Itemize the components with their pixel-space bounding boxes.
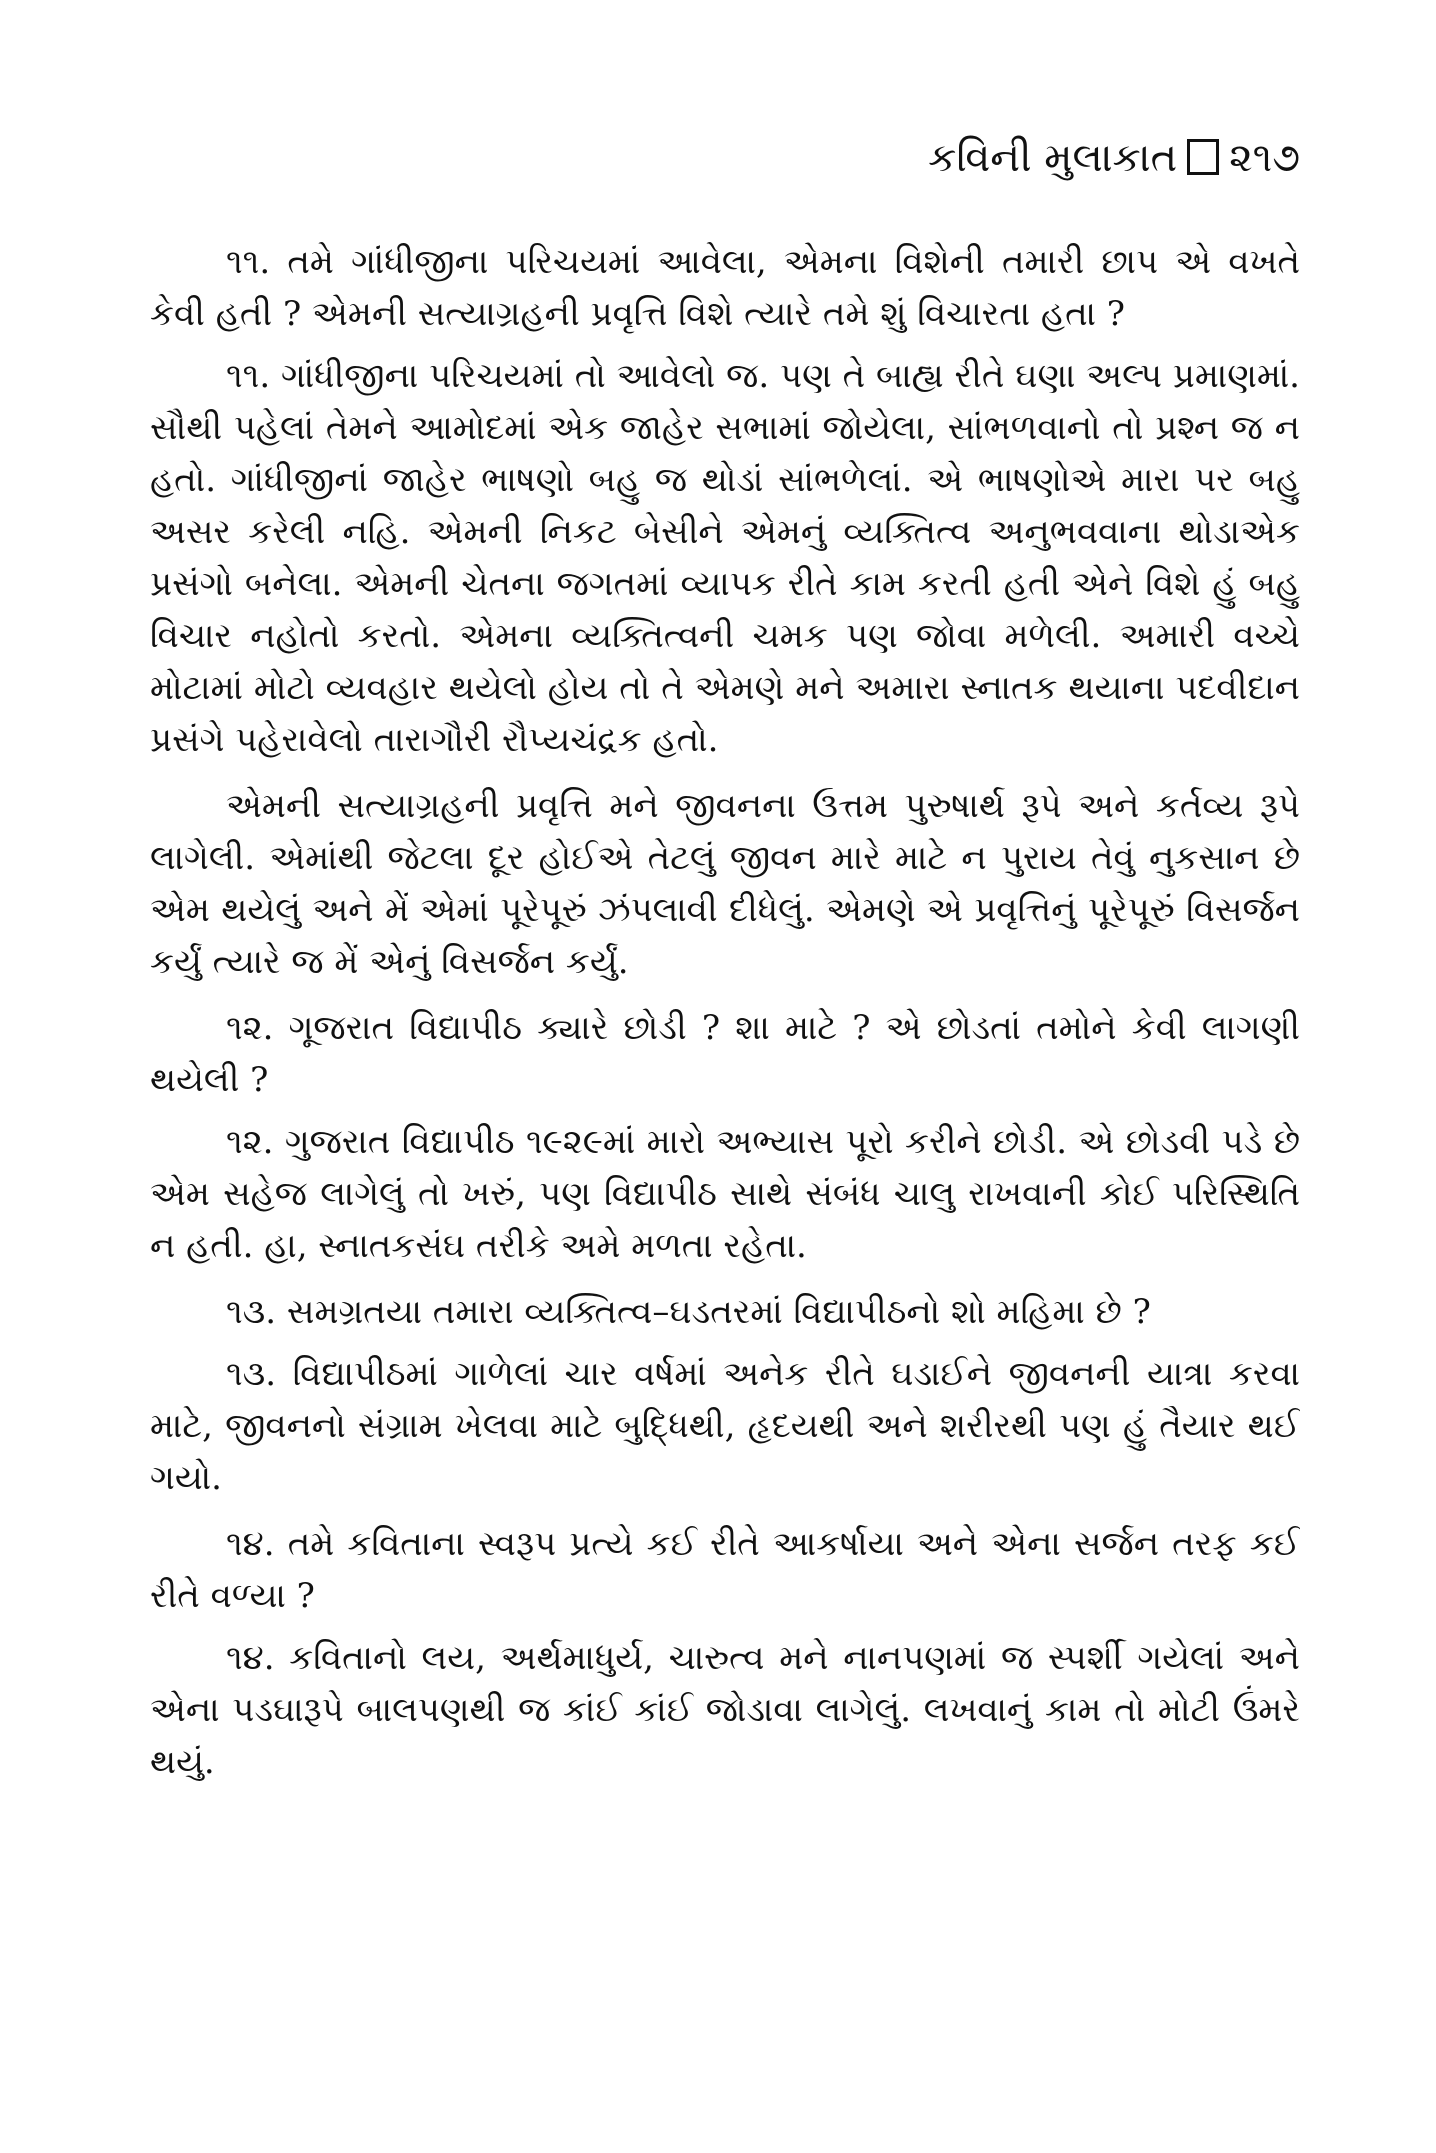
running-header — [150, 130, 1300, 186]
answer-paragraph: ૧૨. ગુજરાત વિદ્યાપીઠ ૧૯૨૯માં મારો અભ્યાસ પૂરો કરીને છોડી. એ છોડવી પડે છે એમ સહેજ લાગેલું તો ખરું, પણ વિદ્યાપીઠ સાથે સંબંધ ચાલુ રાખવાની કોઈ પરિસ્થિતિ ન હતી. હા, સ્નાતકસંઘ તરીકે અમે મળતા રહેતા. — [150, 1122, 1300, 1266]
answer-paragraph: ૧૩. વિદ્યાપીઠમાં ગાળેલાં ચાર વર્ષમાં અનેક રીતે ઘડાઈને જીવનની યાત્રા કરવા માટે, જીવનનો સંગ્રામ ખેલવા માટે બુદ્ધિથી, હૃદયથી અને શરીરથી પણ હું તૈયાર થઈ ગયો. — [150, 1354, 1300, 1498]
answer-paragraph: ૧૪. કવિતાનો લય, અર્થમાધુર્ય, ચારુત્વ મને નાનપણમાં જ સ્પર્શી ગયેલાં અને એના પડઘારૂપે બાલપણથી જ કાંઈ કાંઈ જોડાવા લાગેલું. લખવાનું કામ તો મોટી ઉંમરે થયું. — [150, 1638, 1300, 1782]
answer-paragraph: ૧૧. ગાંધીજીના પરિચયમાં તો આવેલો જ. પણ તે બાહ્ય રીતે ઘણા અલ્પ પ્રમાણમાં. સૌથી પહેલાં તેમને આમોદમાં એક જાહેર સભામાં જોયેલા, સાંભળવાનો તો પ્રશ્ન જ ન હતો. ગાંધીજીનાં જાહેર ભાષણો બહુ જ થોડાં સાંભળેલાં. એ ભાષણોએ મારા પર બહુ અસર કરેલી નહિ. એમની નિકટ બેસીને એમનું વ્યક્તિત્વ અનુભવવાના થોડાએક પ્રસંગો બનેલા. એમની ચેતના જગતમાં વ્યાપક રીતે કામ કરતી હતી એને વિશે હું બહુ વિચાર નહોતો કરતો. એમના વ્યક્તિત્વની ચમક પણ જોવા મળેલી. અમારી વચ્ચે મોટામાં મોટો વ્યવહાર થયેલો હોય તો તે એમણે મને અમારા સ્નાતક થયાના પદવીદાન પ્રસંગે પહેરાવેલો તારાગૌરી રૌપ્યચંદ્રક હતો. — [150, 356, 1300, 760]
answer-paragraph: એમની સત્યાગ્રહની પ્રવૃત્તિ મને જીવનના ઉત્તમ પુરુષાર્થ રૂપે અને કર્તવ્ય રૂપે લાગેલી. એમાંથી જેટલા દૂર હોઈએ તેટલું જીવન મારે માટે ન પુરાય તેવું નુકસાન છે એમ થયેલું અને મેં એમાં પૂરેપૂરું ઝંપલાવી દીધેલું. એમણે એ પ્રવૃત્તિનું પૂરેપૂરું વિસર્જન કર્યું ત્યારે જ મેં એનું વિસર્જન કર્યું. — [150, 786, 1300, 982]
book-page — [150, 130, 1300, 2090]
question-paragraph: ૧૩. સમગ્રતયા તમારા વ્યક્તિત્વ–ઘડતરમાં વિદ્યાપીઠનો શો મહિમા છે ? — [226, 1292, 1151, 1332]
question-paragraph: ૧૧. તમે ગાંધીજીના પરિચયમાં આવેલા, એમના વિશેની તમારી છાપ એ વખતે કેવી હતી ? એમની સત્યાગ્રહની પ્રવૃત્તિ વિશે ત્યારે તમે શું વિચારતા હતા ? — [150, 242, 1300, 334]
page-number: ૨૧૭ — [1229, 135, 1300, 181]
question-paragraph: ૧૨. ગૂજરાત વિદ્યાપીઠ ક્યારે છોડી ? શા માટે ? એ છોડતાં તમોને કેવી લાગણી થયેલી ? — [150, 1008, 1300, 1100]
running-title: કવિની મુલાકાત — [928, 135, 1178, 181]
separator-box-icon — [1187, 139, 1219, 175]
question-paragraph: ૧૪. તમે કવિતાના સ્વરૂપ પ્રત્યે કઈ રીતે આકર્ષાયા અને એના સર્જન તરફ કઈ રીતે વળ્યા ? — [150, 1524, 1300, 1616]
